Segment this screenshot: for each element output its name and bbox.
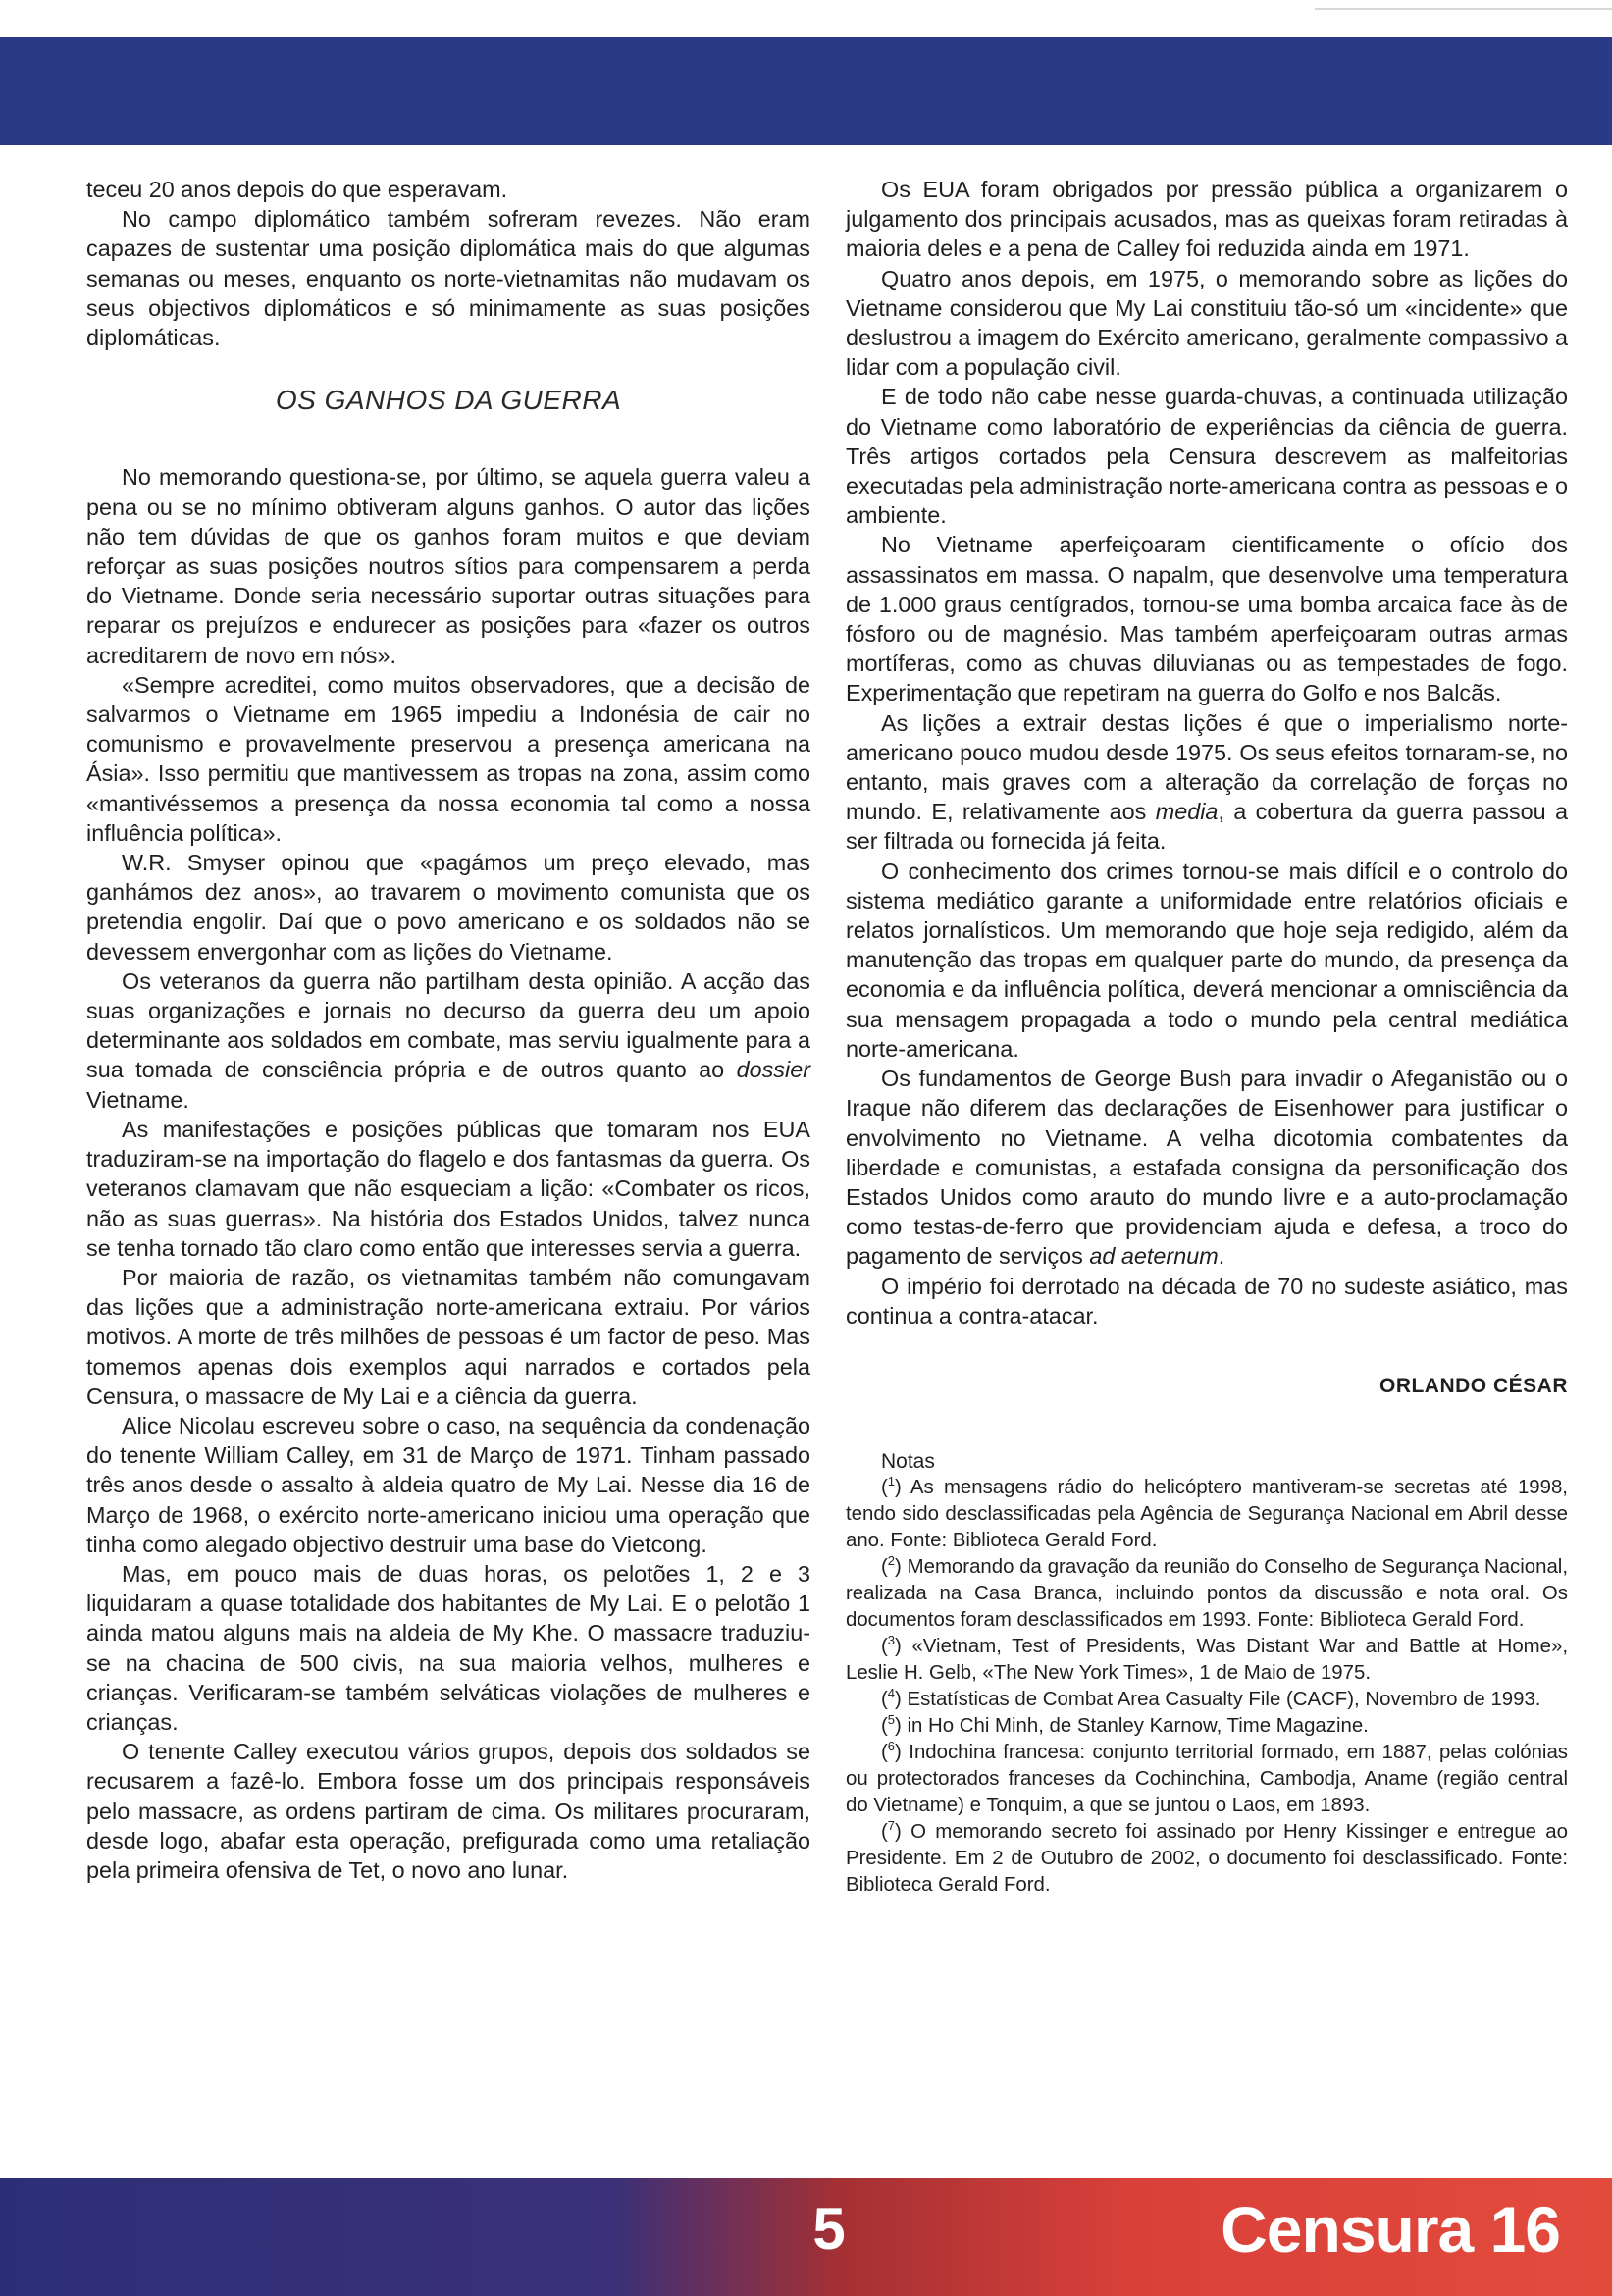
note-mark: 2	[887, 1553, 896, 1569]
note-text: «Vietnam, Test of Presidents, Was Distant War and Battle at Home», Leslie H. Gelb, «The New York Times», 1 de Maio de 1975.	[846, 1636, 1568, 1685]
note-item: ($^6$) Indochina francesa: conjunto territorial formado, em 1887, pelas colónias ou protectorados franceses da Cochinchina, Cambodja, Aname (região central do Vietname) e Tonquim, a que se juntou o Laos, em 1893.	[846, 1739, 1568, 1817]
page-number: 5	[812, 2196, 846, 2262]
text-span: , a cobertura da guerra passou a ser filtrada ou fornecida já feita.	[846, 799, 1569, 855]
note-mark: 4	[887, 1686, 896, 1701]
section-heading: OS GANHOS DA GUERRA	[275, 385, 622, 416]
paragraph: E de todo não cabe nesse guarda-chuvas, a continuada utilização do Vietname como laboratório de experiências da ciência de guerra. Três artigos cortados pela Censura descrevem as malfeitorias executadas pela administração norte-americana contra as pessoas e o ambiente.	[846, 384, 1568, 529]
paragraph: Quatro anos depois, em 1975, o memorando sobre as lições do Vietname considerou que My Lai constituiu tão-só um «incidente» que deslustrou a imagem do Exército americano, geralmente compassivo a lidar com a população civil.	[846, 265, 1568, 381]
note-text: O memorando secreto foi assinado por Henry Kissinger e entregue ao Presidente. Em 2 de Outubro de 2002, o documento foi desclassificado. Fonte: Biblioteca Gerald Ford.	[846, 1821, 1568, 1897]
paragraph: Por maioria de razão, os vietnamitas também não comungavam das lições que a administração norte-americana extraiu. Por vários motivos. A morte de três milhões de pessoas é um factor de peso. Mas tomemos apenas dois exemplos aqui narrados e cortados pela Censura, o massacre de My Lai e a ciência da guerra.	[86, 1264, 810, 1409]
text-span: Os fundamentos de George Bush para invadir o Afeganistão ou o Iraque não diferem das declarações de Eisenhower para justificar o envolvimento no Vietname. A velha dicotomia combatentes da liberdade e comunistas, a estafada consigna da personificação dos Estados Unidos como arauto do mundo livre e a auto-proclamação como testas-de-ferro que providenciam ajuda e defesa, a troco do pagamento de serviços	[846, 1066, 1568, 1270]
italic-term: ad aeternum	[1089, 1243, 1219, 1270]
paragraph: O tenente Calley executou vários grupos, depois dos soldados se recusarem a fazê-lo. Embora fosse um dos principais responsáveis pelo massacre, as ordens partiram de cima. Os militares procuraram, desde logo, abafar esta operação, prefigurada como uma retaliação pela primeira ofensiva de Tet, o novo ano lunar.	[86, 1739, 810, 1883]
text-span: As lições a extrair destas lições é que o imperialismo norte-americano pouco mudou desde 1975. Os seus efeitos tornaram-se, no entanto, mais graves com a alteração da correlação de forças no mundo. E, relativamente aos	[846, 709, 1568, 825]
italic-term: dossier	[736, 1057, 810, 1083]
paragraph: O império foi derrotado na década de 70 no sudeste asiático, mas continua a contra-atacar.	[846, 1273, 1568, 1329]
paragraph	[846, 708, 1568, 857]
paragraph: teceu 20 anos depois do que esperavam.	[86, 177, 508, 202]
note-mark: 6	[887, 1739, 896, 1754]
note-item: ($^4$) Estatísticas de Combat Area Casualty File (CACF), Novembro de 1993.	[881, 1686, 1541, 1711]
paragraph: No campo diplomático também sofreram revezes. Não eram capazes de sustentar uma posição diplomática mais do que algumas semanas ou meses, enquanto os norte-vietnamitas não mudavam os seus objectivos diplomáticos e só minimamente as suas posições diplomáticas.	[86, 206, 810, 351]
note-item: ($^5$) in Ho Chi Minh, de Stanley Karnow, Time Magazine.	[881, 1712, 1369, 1738]
paragraph: Mas, em pouco mais de duas horas, os pelotões 1, 2 e 3 liquidaram a quase totalidade dos habitantes de My Lai. E o pelotão 1 ainda matou alguns mais na aldeia de My Khe. O massacre traduziu-se na chacina de 500 civis, na sua maioria velhos, mulheres e crianças. Verificaram-se também selváticas violações de mulheres e crianças.	[86, 1560, 810, 1735]
note-mark: 5	[887, 1712, 896, 1728]
paragraph: «Sempre acreditei, como muitos observadores, que a decisão de salvarmos o Vietname em 1965 impediu a Indonésia de cair no comunismo e provavelmente preservou a presença americana na Ásia». Isso permitiu que mantivessem as tropas na zona, assim como «mantivéssemos a presença da nossa economia tal como a nossa influência política».	[86, 671, 810, 846]
author-signature: ORLANDO CÉSAR	[1378, 1374, 1568, 1397]
header-band	[0, 37, 1612, 145]
notes-title: Notas	[881, 1450, 935, 1474]
notes	[846, 1448, 1568, 1899]
paragraph: W.R. Smyser opinou que «pagámos um preço elevado, mas ganhámos dez anos», ao travarem o movimento comunista que os pretendia engolir. Daí que o povo americano e os soldados não se devessem envergonhar com as lições do Vietname.	[86, 850, 810, 965]
note-text: Memorando da gravação da reunião do Conselho de Segurança Nacional, realizada na Casa Branca, incluindo pontos da discussão e nota oral. Os documentos foram desclassificados em 1993. Fonte: Biblioteca Gerald Ford.	[846, 1556, 1568, 1632]
note-item: ($^7$) O memorando secreto foi assinado por Henry Kissinger e entregue ao Presidente. Em 2 de Outubro de 2002, o documento foi desclassificado. Fonte: Biblioteca Gerald Ford.	[846, 1818, 1568, 1897]
publication-brand: Censura 16	[1221, 2193, 1560, 2266]
paragraph: Os EUA foram obrigados por pressão pública a organizarem o julgamento dos principais acusados, mas as queixas foram retiradas à maioria deles e a pena de Calley foi reduzida ainda em 1971.	[846, 177, 1568, 262]
note-item: ($^1$) As mensagens rádio do helicóptero mantiveram-se secretas até 1998, tendo sido desclassificadas pela Agência de Segurança Nacional em Abril desse ano. Fonte: Biblioteca Gerald Ford.	[846, 1474, 1568, 1552]
paragraph	[846, 1064, 1568, 1271]
note-text: in Ho Chi Minh, de Stanley Karnow, Time Magazine.	[907, 1715, 1369, 1738]
note-text: As mensagens rádio do helicóptero mantiveram-se secretas até 1998, tendo sido desclassificadas pela Agência de Segurança Nacional em Abril desse ano. Fonte: Biblioteca Gerald Ford.	[846, 1477, 1568, 1552]
note-item: ($^2$) Memorando da gravação da reunião do Conselho de Segurança Nacional, realizada na Casa Branca, incluindo pontos da discussão e nota oral. Os documentos foram desclassificados em 1993. Fonte: Biblioteca Gerald Ford.	[846, 1553, 1568, 1632]
paragraph: No Vietname aperfeiçoaram cientificamente o ofício dos assassinatos em massa. O napalm, que desenvolve uma temperatura de 1.000 graus centígrados, tornou-se uma bomba arcaica face às de fósforo ou de magnésio. Mas também aperfeiçoaram outras armas mortíferas, como as chuvas diluvianas ou as tempestades de fogo. Experimentação que repetiram na guerra do Golfo e nos Balcãs.	[846, 532, 1568, 706]
paragraph: O conhecimento dos crimes tornou-se mais difícil e o controlo do sistema mediático garante a uniformidade entre relatórios oficiais e relatos jornalísticos. Um memorando que hoje seja redigido, além da manutenção das tropas em qualquer parte do mundo, da presença da economia e da influência política, deverá mencionar a omnisciência da sua mensagem propagada a todo o mundo pela central mediática norte-americana.	[846, 858, 1568, 1062]
top-rule	[1315, 8, 1612, 10]
text-span: Vietname.	[86, 1086, 189, 1113]
left-column	[86, 175, 810, 1885]
note-item: ($^3$) «Vietnam, Test of Presidents, Was Distant War and Battle at Home», Leslie H. Gelb, «The New York Times», 1 de Maio de 1975.	[846, 1633, 1568, 1685]
paragraph: Alice Nicolau escreveu sobre o caso, na sequência da condenação do tenente William Calley, em 31 de Março de 1971. Tinham passado três anos desde o assalto à aldeia quatro de My Lai. Nesse dia 16 de Março de 1968, o exército norte-americano iniciou uma operação que tinha como alegado objectivo destruir uma base do Vietcong.	[86, 1412, 810, 1557]
text-span: .	[1218, 1243, 1225, 1270]
note-mark: 3	[887, 1633, 896, 1648]
note-mark: 1	[887, 1474, 896, 1489]
italic-term: media	[1155, 799, 1219, 825]
right-column	[846, 175, 1568, 1899]
note-text: Indochina francesa: conjunto territorial formado, em 1887, pelas colónias ou protectorados franceses da Cochinchina, Cambodja, Aname (região central do Vietname) e Tonquim, a que se juntou o Laos, em 1893.	[846, 1742, 1568, 1817]
note-text: Estatísticas de Combat Area Casualty File (CACF), Novembro de 1993.	[907, 1689, 1541, 1711]
paragraph: As manifestações e posições públicas que tomaram nos EUA traduziram-se na importação do flagelo e dos fantasmas da guerra. Os veteranos clamavam que não esqueciam a lição: «Combater os ricos, não as suas guerras». Na história dos Estados Unidos, talvez nunca se tenha tornado tão claro como então que interesses servia a guerra.	[86, 1116, 810, 1261]
text-span: Os veteranos da guerra não partilham desta opinião. A acção das suas organizações e jornais no decurso da guerra deu um apoio determinante aos soldados em combate, mas serviu igualmente para a sua tomada de consciência própria e de outros quanto ao	[86, 967, 810, 1083]
note-mark: 7	[887, 1818, 896, 1834]
paragraph: No memorando questiona-se, por último, se aquela guerra valeu a pena ou se no mínimo obtiveram alguns ganhos. O autor das lições não tem dúvidas de que os ganhos foram muitos e que deviam reforçar as suas posições noutros sítios para compensarem a perda do Vietname. Donde seria necessário suportar outras situações para reparar os prejuízos e endurecer as posições para «fazer os outros acreditarem de novo em nós».	[86, 464, 810, 668]
paragraph	[86, 966, 810, 1115]
